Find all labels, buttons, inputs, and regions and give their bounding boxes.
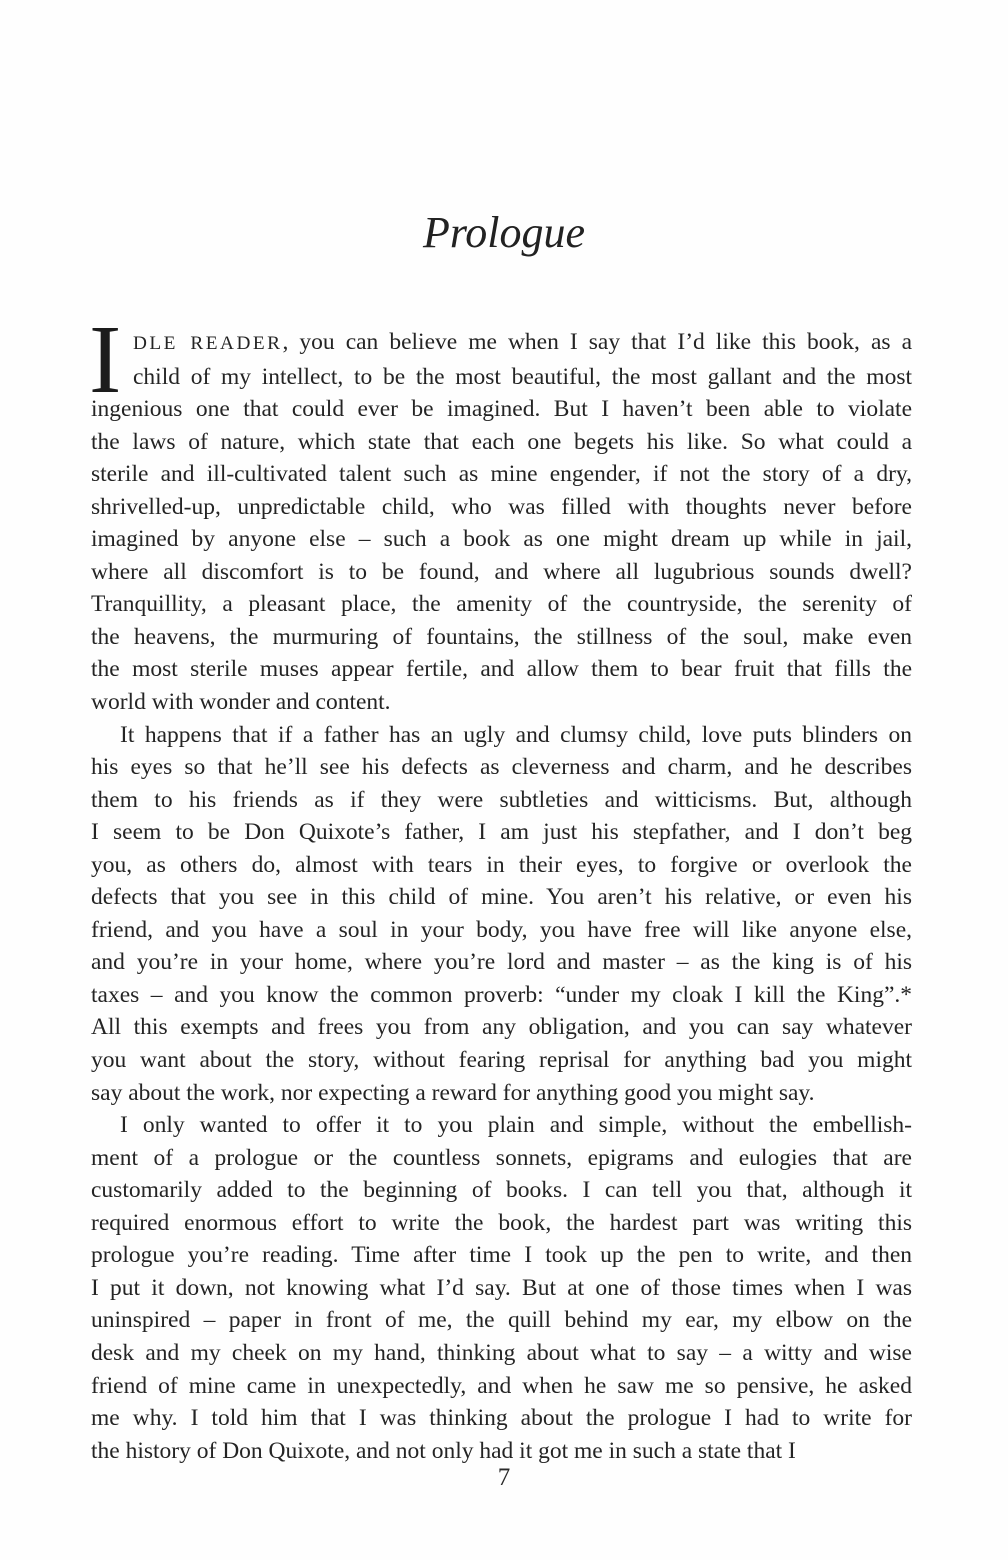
text-line: defects that you see in this child of mine. You aren’t his relative, or even his <box>91 884 912 911</box>
text-line: uninspired – paper in front of me, the quill behind my ear, my elbow on the <box>91 1307 912 1334</box>
text-line: I only wanted to offer it to you plain and simple, without the embellish- <box>120 1112 912 1139</box>
text-line: customarily added to the beginning of books. I can tell you that, although it <box>91 1177 912 1204</box>
text-line: the heavens, the murmuring of fountains, the stillness of the soul, make even <box>91 623 912 650</box>
paragraph-prologue-writing <box>91 1109 912 1467</box>
text-line: world with wonder and content. <box>91 689 391 716</box>
text-line: shrivelled-up, unpredictable child, who was filled with thoughts never before <box>91 493 912 520</box>
text-line: imagined by anyone else – such a book as one might dream up while in jail, <box>91 526 912 553</box>
paragraph-lines <box>91 1109 912 1467</box>
text-line: I put it down, not knowing what I’d say. But at one of those times when I was <box>91 1274 912 1301</box>
text-line: taxes – and you know the common proverb: “under my cloak I kill the King”.* <box>91 981 912 1008</box>
paragraph-stepfather <box>91 719 912 1110</box>
text-line: and you’re in your home, where you’re lord and master – as the king is of his <box>91 949 912 976</box>
line-text: , you can believe me when I say that I’d like this book, as a <box>282 329 912 355</box>
text-line <box>91 326 912 361</box>
text-line: desk and my cheek on my hand, thinking about what to say – a witty and wise <box>91 1339 912 1366</box>
chapter-title: Prologue <box>422 208 586 257</box>
text-line: prologue you’re reading. Time after time I took up the pen to write, and then <box>91 1242 912 1269</box>
text-line: where all discomfort is to be found, and where all lugubrious sounds dwell? <box>91 558 912 585</box>
text-line: them to his friends as if they were subtleties and witticisms. But, although <box>91 786 912 813</box>
drop-cap: I <box>89 306 122 413</box>
text-line: you, as others do, almost with tears in their eyes, to forgive or overlook the <box>91 851 912 878</box>
text-line: friend of mine came in unexpectedly, and when he saw me so pensive, he asked <box>91 1372 912 1399</box>
text-line: All this exempts and frees you from any obligation, and you can say whatever <box>91 1014 912 1041</box>
text-line: say about the work, nor expecting a reward for anything good you might say. <box>91 1079 815 1106</box>
text-line: sterile and ill-cultivated talent such as mine engender, if not the story of a dry, <box>91 461 912 488</box>
text-line: It happens that if a father has an ugly and clumsy child, love puts blinders on <box>120 721 912 748</box>
text-line: friend, and you have a soul in your body, you have free will like anyone else, <box>91 916 912 943</box>
text-line: ingenious one that could ever be imagined. But I haven’t been able to violate <box>91 396 912 423</box>
paragraph-lines <box>91 719 912 1110</box>
text-line: you want about the story, without fearing reprisal for anything bad you might <box>91 1047 912 1074</box>
page-number: 7 <box>497 1464 511 1491</box>
text-line: the laws of nature, which state that each one begets his like. So what could a <box>91 428 912 455</box>
small-caps-opening: DLE READER <box>133 333 283 354</box>
text-line: required enormous effort to write the book, the hardest part was writing this <box>91 1209 912 1236</box>
text-line: child of my intellect, to be the most beautiful, the most gallant and the most <box>133 363 912 390</box>
text-line: his eyes so that he’ll see his defects as cleverness and charm, and he describes <box>91 754 912 781</box>
paragraph-lines <box>91 361 912 719</box>
text-line: Tranquillity, a pleasant place, the amenity of the countryside, the serenity of <box>91 591 912 618</box>
text-line: the most sterile muses appear fertile, and allow them to bear fruit that fills the <box>91 656 912 683</box>
page-body <box>89 306 912 1467</box>
text-line: I seem to be Don Quixote’s father, I am just his stepfather, and I don’t beg <box>91 819 912 846</box>
text-line: the history of Don Quixote, and not only had it got me in such a state that I <box>91 1437 796 1464</box>
paragraph-opening <box>89 306 912 719</box>
text-line: ment of a prologue or the countless sonnets, epigrams and eulogies that are <box>91 1144 912 1171</box>
text-line: me why. I told him that I was thinking about the prologue I had to write for <box>91 1405 912 1432</box>
